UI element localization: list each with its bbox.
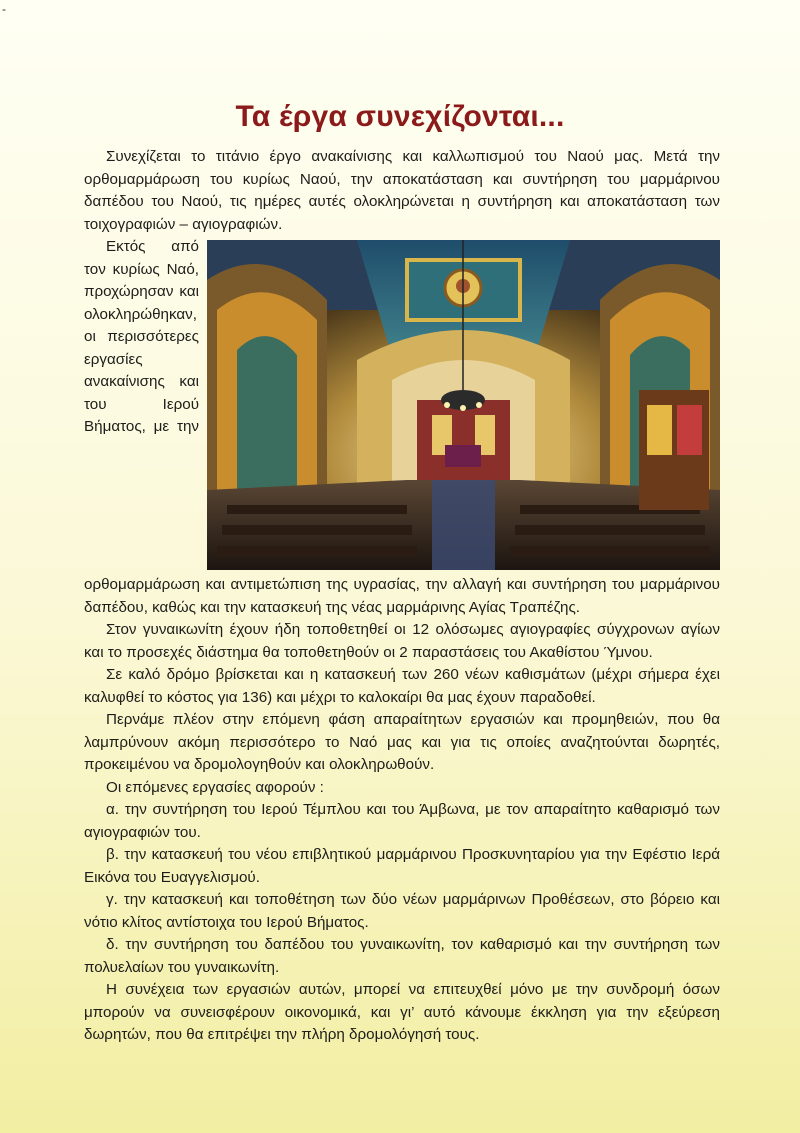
paragraph-intro: Συνεχίζεται το τιτάνιο έργο ανακαίνισης και καλλωπισμού του Ναού μας. Μετά την ορθομαρμάρωση του κυρίως Ναού, την αποκατάσταση και συντήρηση του μαρμάρινου δαπέδου του Ναού, τις ημέρες αυτές ολοκληρώνεται η συντήρηση και αποκατάσταση των τοιχογραφιών – αγιογραφιών.: [84, 148, 720, 233]
list-item-d: δ. την συντήρηση του δαπέδου του γυναικωνίτη, τον καθαρισμό και την συντήρηση των πολυελαίων του γυναικωνίτη.: [84, 936, 720, 976]
article-body: [84, 146, 720, 1047]
paragraph-sanctuary: Εκτός από τον κυρίως Ναό, προχώρησαν και ολοκληρώθηκαν, οι περισσότερες εργασίες ανακαίνισης και του Ιερού Βήματος, με την ορθομαρμάρωση και αντιμετώπιση της υγρασίας, την αλλαγή και συντήρηση του μαρμάρινου δαπέδου, καθώς και την κατασκευή της νέας μαρμάρινης Αγίας Τραπέζης.: [84, 238, 720, 616]
paragraph-next-phase: Περνάμε πλέον στην επόμενη φάση απαραίτητων εργασιών και προμηθειών, που θα λαμπρύνουν ακόμη περισσότερο το Ναό μας και για τις οποίες αναζητούνται δωρητές, προκειμένου να δρομολογηθούν και ολοκληρωθούν.: [84, 711, 720, 773]
list-item-b: β. την κατασκευή του νέου επιβλητικού μαρμάρινου Προσκυνηταρίου για την Εφέστιο Ιερά Εικόνα του Ευαγγελισμού.: [84, 846, 720, 886]
list-item-a: α. την συντήρηση του Ιερού Τέμπλου και του Άμβωνα, με τον απαραίτητο καθαρισμό των αγιογραφιών του.: [84, 801, 720, 841]
church-interior-photo: [207, 240, 720, 570]
corner-mark: -: [2, 2, 6, 16]
page-title: Τα έργα συνεχίζονται...: [235, 100, 565, 134]
paragraph-seats: Σε καλό δρόμο βρίσκεται και η κατασκευή των 260 νέων καθισμάτων (μέχρι σήμερα έχει καλυφθεί το κόστος για 136) και μέχρι το καλοκαίρι θα μας έχουν παραδοθεί.: [84, 666, 720, 706]
paragraph-gallery-icons: Στον γυναικωνίτη έχουν ήδη τοποθετηθεί οι 12 ολόσωμες αγιογραφίες σύγχρονων αγίων και το προσεχές διάστημα θα τοποθετηθούν οι 2 παραστάσεις του Ακαθίστου Ύμνου.: [84, 621, 720, 661]
list-item-c: γ. την κατασκευή και τοποθέτηση των δύο νέων μαρμάρινων Προθέσεων, στο βόρειο και νότιο κλίτος αντίστοιχα του Ιερού Βήματος.: [84, 891, 720, 931]
paragraph-works-intro: Οι επόμενες εργασίες αφορούν :: [106, 778, 324, 796]
paragraph-appeal: Η συνέχεια των εργασιών αυτών, μπορεί να επιτευχθεί μόνο με την συνδρομή όσων μπορούν να συνεισφέρουν οικονομικά, και γι’ αυτό κάνουμε έκκληση για την εξεύρεση δωρητών, που θα επιτρέψει την πλήρη δρομολόγησή τους.: [84, 981, 720, 1043]
